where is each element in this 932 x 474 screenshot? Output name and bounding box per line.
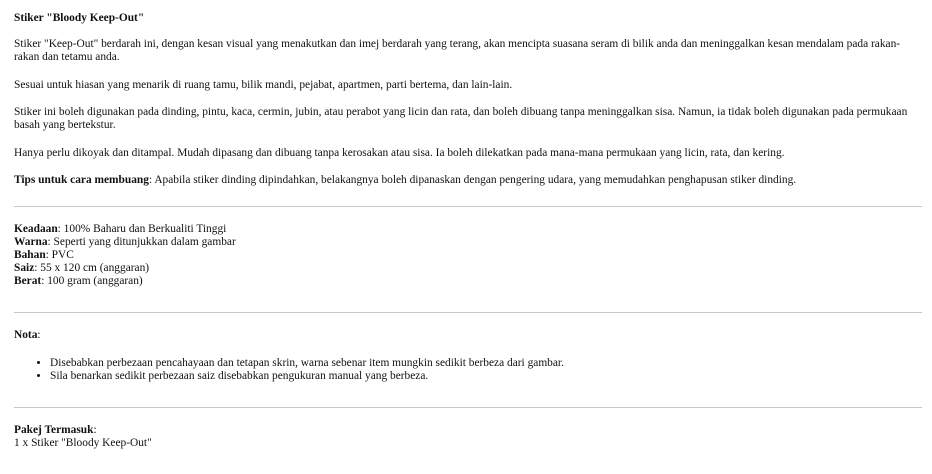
note-list: [14, 357, 922, 383]
spec-label: Bahan: [14, 249, 46, 261]
surface-paragraph: Stiker ini boleh digunakan pada dinding, pintu, kaca, cermin, jubin, atau perabot yang licin dan rata, dan boleh dibuang tanpa meninggalkan sisa. Namun, ia tidak boleh digunakan pada permukaan basah yang bertekstur.: [14, 106, 908, 131]
usage-paragraph: Sesuai untuk hiasan yang menarik di ruang tamu, bilik mandi, pejabat, apartmen, parti bertema, dan lain-lain.: [14, 79, 513, 91]
note-colon: :: [37, 329, 41, 341]
tips-label: Tips untuk cara membuang: [14, 174, 149, 186]
package-heading: [14, 424, 922, 437]
spec-value: : 100% Baharu dan Berkualiti Tinggi: [57, 223, 227, 235]
tips-paragraph: [14, 174, 922, 187]
package-item: 1 x Stiker "Bloody Keep-Out": [14, 437, 152, 449]
section-divider: [14, 312, 922, 313]
spec-label: Keadaan: [14, 223, 58, 235]
note-label: Nota: [14, 329, 38, 341]
spec-size: [14, 262, 922, 275]
spec-label: Berat: [14, 275, 42, 287]
package-colon: :: [93, 424, 97, 436]
package-label: Pakej Termasuk: [14, 424, 94, 436]
note-item: • Disebabkan perbezaan pencahayaan dan tetapan skrin, warna sebenar item mungkin sedikit berbeza dari gambar.: [50, 357, 922, 370]
section-divider: [14, 407, 922, 408]
specifications-list: [14, 223, 922, 288]
application-paragraph: Hanya perlu dikoyak dan ditampal. Mudah dipasang dan dibuang tanpa kerosakan atau sisa. Ia boleh dilekatkan pada mana-mana permukaan yang licin, rata, dan kering.: [14, 147, 785, 159]
note-item: • Sila benarkan sedikit perbezaan saiz disebabkan pengukuran manual yang berbeza.: [50, 370, 922, 383]
spec-color: [14, 236, 922, 249]
note-heading: [14, 329, 922, 342]
spec-value: : Seperti yang ditunjukkan dalam gambar: [47, 236, 236, 248]
spec-value: : 55 x 120 cm (anggaran): [34, 262, 150, 274]
spec-value: : PVC: [45, 249, 74, 261]
spec-weight: [14, 275, 922, 288]
product-title: Stiker "Bloody Keep-Out": [14, 12, 145, 24]
spec-condition: [14, 223, 922, 236]
description-paragraph: Stiker "Keep-Out" berdarah ini, dengan kesan visual yang menakutkan dan imej berdarah yang terang, akan mencipta suasana seram di bilik anda dan meninggalkan kesan mendalam pada rakan-rakan dan tetamu anda.: [14, 38, 901, 63]
section-divider: [14, 206, 922, 207]
tips-text: : Apabila stiker dinding dipindahkan, belakangnya boleh dipanaskan dengan pengering udara, yang memudahkan penghapusan stiker dinding.: [148, 174, 797, 186]
spec-value: : 100 gram (anggaran): [41, 275, 143, 287]
spec-material: [14, 249, 922, 262]
spec-label: Saiz: [14, 262, 35, 274]
spec-label: Warna: [14, 236, 48, 248]
